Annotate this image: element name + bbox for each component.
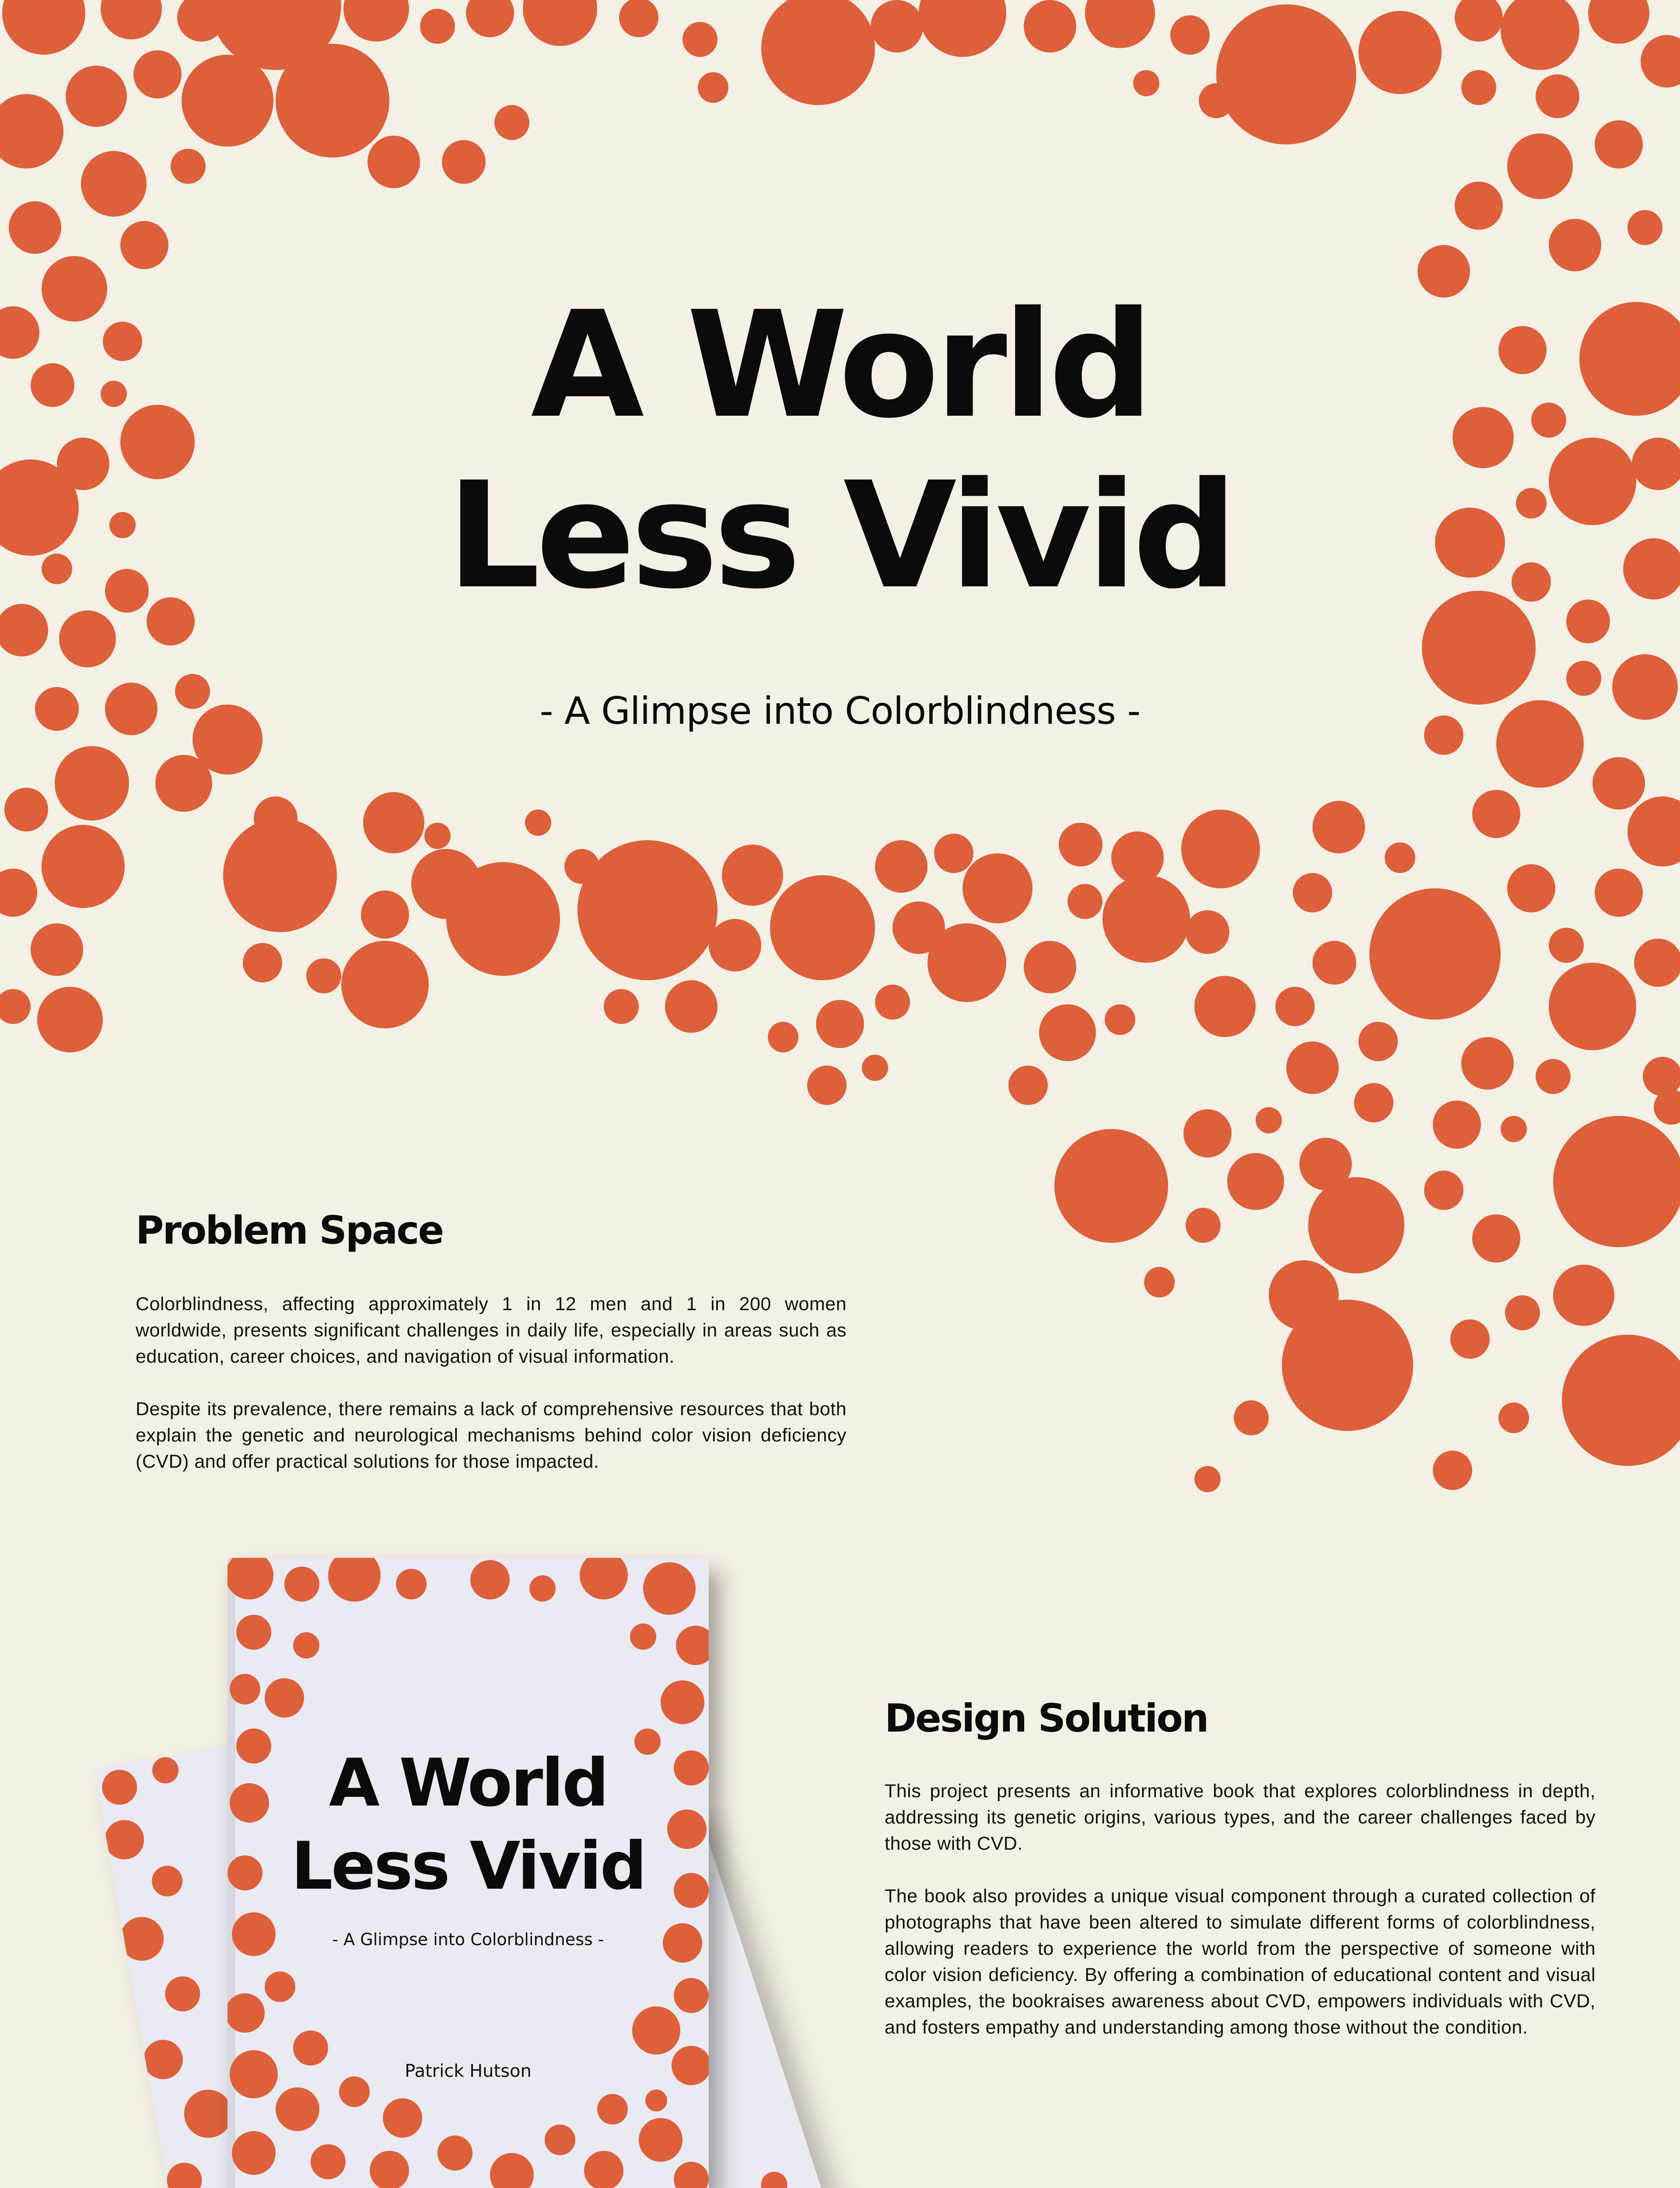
book-title-line-1: A World <box>329 1745 608 1821</box>
book-title-line-2: Less Vivid <box>291 1828 645 1904</box>
book-cover-front <box>228 1558 709 2188</box>
problem-paragraph-2: Despite its prevalence, there remains a lack of comprehensive resources that both explain the genetic and neurological mechanisms behind color vision deficiency (CVD) and offer practical solutions for those impacted. <box>136 1399 847 1472</box>
solution-paragraph-1: This project presents an informative book that explores colorblindness in depth, addressing its genetic origins, various types, and the career challenges faced by those with CVD. <box>885 1781 1596 1854</box>
book-cover-title <box>228 1742 709 1908</box>
book-cover-author: Patrick Hutson <box>405 2061 532 2081</box>
book-mockup <box>79 1558 831 2188</box>
problem-space-heading: Problem Space <box>136 1208 443 1253</box>
poster-title-line-2: Less Vivid <box>447 451 1233 621</box>
problem-paragraph-1: Colorblindness, affecting approximately 1 in 12 men and 1 in 200 women worldwide, presents significant challenges in daily life, especially in areas such as education, career choices, and navigation of visual information. <box>136 1294 847 1367</box>
poster-subtitle: - A Glimpse into Colorblindness - <box>539 689 1141 733</box>
design-solution-heading: Design Solution <box>885 1696 1208 1741</box>
book-cover-subtitle: - A Glimpse into Colorblindness - <box>332 1930 604 1949</box>
poster-title-line-1: A World <box>531 280 1149 451</box>
poster-title <box>0 280 1680 621</box>
problem-space-text <box>136 1291 847 1501</box>
design-solution-text <box>885 1778 1596 2067</box>
solution-paragraph-2: The book also provides a unique visual component through a curated collection of photographs that have been altered to simulate different forms of colorblindness, allowing readers to experience the world from the perspective of someone with color vision deficiency. By offering a combination of educational content and visual examples, the bookraises awareness about CVD, empowers individuals with CVD, and fosters empathy and understanding among those without the condition. <box>885 1886 1596 2038</box>
